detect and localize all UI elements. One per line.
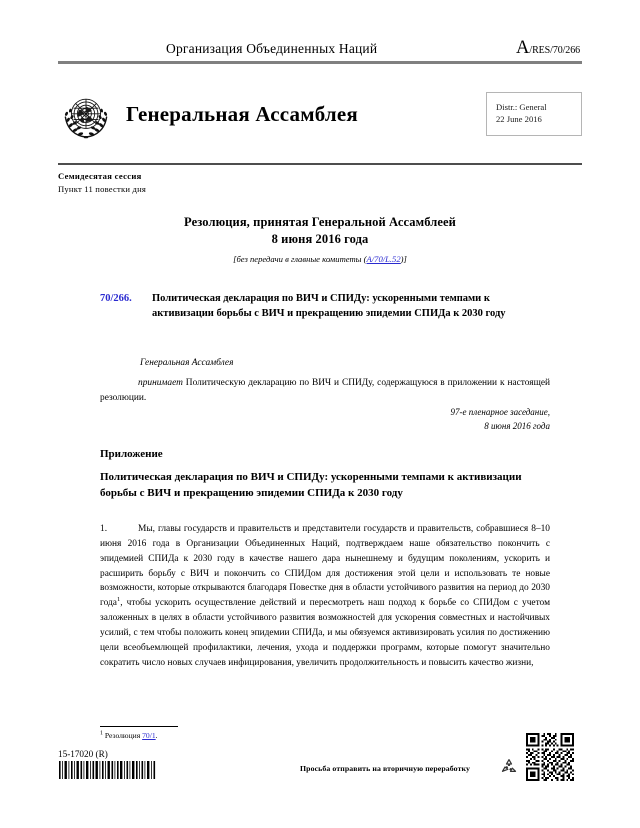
un-emblem-icon	[58, 90, 114, 142]
paragraph-text-part2: , чтобы ускорить осуществление действий и пересмотреть наш подход к борьбе со СПИДом с учетом заложенных в целях в области устойчивого развития возможностей для ускорения совместных и настойчивых усилий, с тем чтобы положить конец эпидемии СПИДа, и мы обязуемся активизировать усилия по достижению цели всеобъемлющей профилактики, лечения, ухода и поддержки программ, которые помогут значительно сократить число новых случаев инфицирования, увеличить продолжительность и повысить качество жизни,	[100, 598, 550, 668]
document-code: 15-17020 (R)	[58, 749, 108, 759]
referral-note	[58, 254, 582, 264]
footnote-text: Резолюция	[103, 731, 143, 740]
session-info	[58, 170, 582, 196]
referral-note-close: )]	[400, 254, 407, 264]
document-symbol-letter: A	[516, 38, 530, 58]
paragraph-text-part1: Мы, главы государств и правительств и представители государств и правительств, собравшиеся 8–10 июня 2016 года в Организации Объединенных Наций, подтверждаем наше обязательство покончить с эпидемией СПИДа к 2030 году в качестве нашего дара нынешнему и будущим поколениям, ускорить и расширить борьбу с ВИЧ и покончить со СПИДом для достижения этой цели и использовать те новые возможности, которые открываются благодаря Повестке дня в области устойчивого развития на период до 2030 года	[100, 524, 550, 609]
distribution-date: 22 June 2016	[496, 114, 542, 125]
organ-block	[58, 88, 582, 142]
recycle-icon	[498, 757, 520, 777]
resolution-title: Политическая декларация по ВИЧ и СПИДу: ускоренными темпами к активизации борьбы с ВИЧ и прекращению эпидемии СПИДа к 2030 году	[152, 293, 506, 319]
meeting-note	[300, 406, 550, 433]
session-name: Семидесятая сессия	[58, 171, 142, 181]
masthead-row	[58, 38, 582, 61]
distribution-type: Distr.: General	[496, 102, 547, 112]
session-divider	[58, 163, 582, 165]
meeting-date: 8 июня 2016 года	[484, 420, 550, 431]
paragraph-number: 1.	[100, 524, 108, 534]
resolution-heading-line1: Резолюция, принятая Генеральной Ассамблеей	[184, 215, 456, 229]
adoption-verb: принимает	[138, 378, 183, 388]
footnote-marker: 1	[100, 730, 103, 737]
footnote-text-suffix: .	[155, 731, 158, 740]
barcode	[58, 761, 156, 779]
recycle-message: Просьба отправить на вторичную переработку	[300, 764, 470, 773]
masthead	[58, 38, 582, 64]
agenda-item: Пункт 11 повестки дня	[58, 183, 147, 194]
meeting-number: 97-е пленарное заседание,	[450, 407, 550, 417]
document-symbol-number: /RES/70/266	[529, 45, 580, 56]
referral-document-link[interactable]: A/70/L.52	[366, 254, 401, 264]
annex-title: Политическая декларация по ВИЧ и СПИДу: ускоренными темпами к активизации борьбы с ВИЧ и прекращению эпидемии СПИДа к 2030 году	[100, 471, 522, 499]
resolution-heading-line2: 8 июня 2016 года	[271, 231, 369, 246]
footnote-reference[interactable]: 1	[116, 596, 121, 604]
annex-paragraph-1	[100, 522, 550, 671]
masthead-divider	[58, 61, 582, 64]
footnote-resolution-link[interactable]: 70/1	[142, 731, 156, 740]
distribution-box	[486, 92, 582, 136]
adopting-organ: Генеральная Ассамблея	[140, 358, 234, 368]
organ-title: Генеральная Ассамблея	[126, 102, 358, 126]
qr-code[interactable]	[526, 733, 574, 781]
adoption-paragraph	[100, 376, 550, 405]
footnote-1	[100, 731, 158, 740]
adoption-text: Политическую декларацию по ВИЧ и СПИДу, содержащуюся в приложении к настоящей резолюции.	[100, 378, 550, 403]
referral-note-open: [без передачи в главные комитеты (	[233, 254, 367, 264]
annex-label: Приложение	[100, 448, 163, 460]
resolution-heading	[58, 214, 582, 248]
resolution-title-block	[100, 292, 550, 322]
footnote-divider	[100, 726, 178, 727]
resolution-number[interactable]: 70/266.	[100, 293, 132, 304]
organization-name: Организация Объединенных Наций	[166, 41, 378, 56]
document-symbol	[516, 38, 582, 59]
